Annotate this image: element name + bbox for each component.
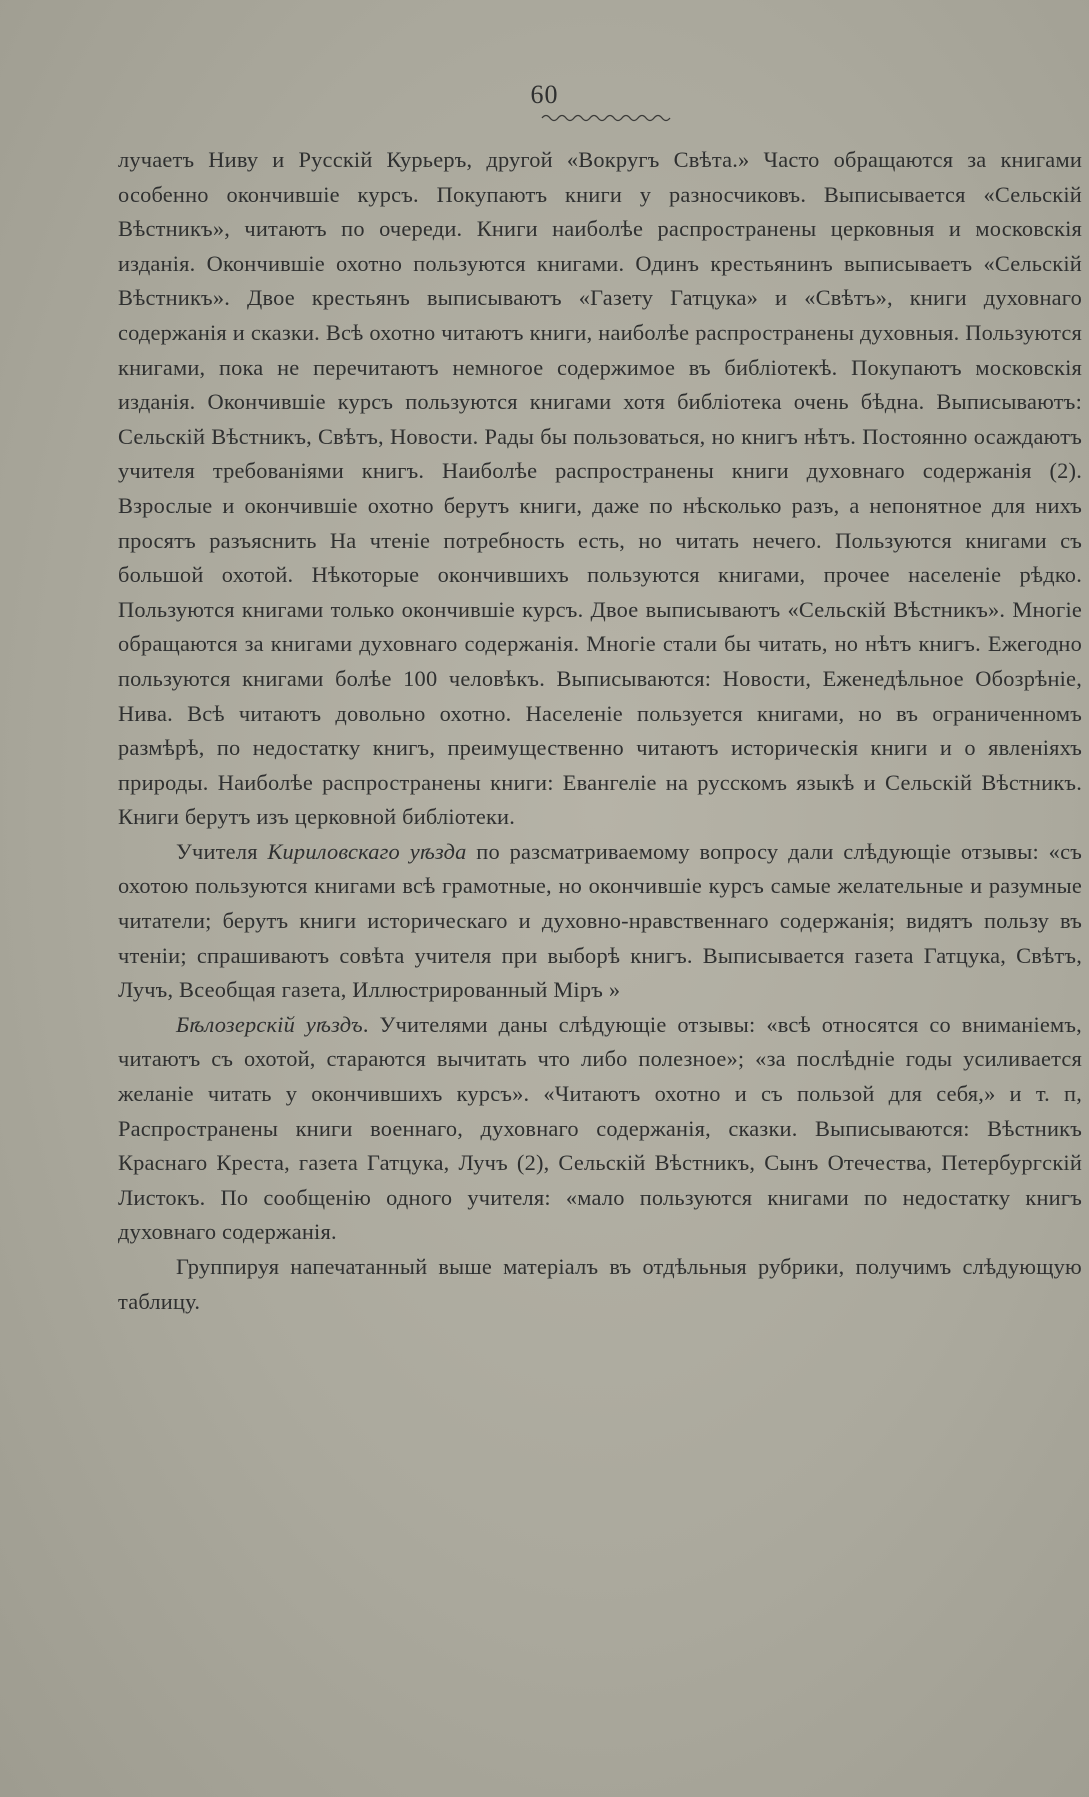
page-number: 60 xyxy=(530,80,559,109)
italic-segment: Бѣлозерскій уѣздъ xyxy=(176,1011,363,1037)
text-segment: по разсматриваемому вопросу дали слѣдующіе отзывы: «съ охотою пользуются книгами всѣ грамотные, но окончившіе курсъ самые желательные и разумные читатели; берутъ книги историческаго и духовно-нравственнаго содержанія; видятъ пользу въ чтеніи; спрашиваютъ совѣта учителя при выборѣ книгъ. Выписывается газета Гатцука, Свѣтъ, Лучъ, Всеобщая газета, Иллюстрированный Міръ » xyxy=(118,838,1082,1003)
text-segment: Группируя напечатанный выше матеріалъ въ отдѣльныя рубрики, получимъ слѣдующую таблицу. xyxy=(118,1254,1082,1314)
paragraph-p2 xyxy=(118,835,1082,1008)
paragraph-p3 xyxy=(118,1008,1082,1250)
body-text xyxy=(118,143,1082,1319)
wavy-ornament xyxy=(540,112,675,124)
text-segment: Учителя xyxy=(176,838,268,864)
italic-segment: Кириловскаго уѣзда xyxy=(267,838,467,864)
paragraph-p1 xyxy=(118,143,1082,835)
text-segment: лучаетъ Ниву и Русскій Курьеръ, другой «Вокругъ Свѣта.» Часто обращаются за книгами особенно окончившіе курсъ. Покупаютъ книги у разносчиковъ. Выписывается «Сельскій Вѣстникъ», читаютъ по очереди. Книги наиболѣе распространены церковныя и московскія изданія. Окончившіе охотно пользуются книгами. Одинъ крестьянинъ выписываетъ «Сельскій Вѣстникъ». Двое крестьянъ выписываютъ «Газету Гатцука» и «Свѣтъ», книги духовнаго содержанія и сказки. Всѣ охотно читаютъ книги, наиболѣе распространены духовныя. Пользуются книгами, пока не перечитаютъ немногое содержимое въ библіотекѣ. Покупаютъ московскія изданія. Окончившіе курсъ пользуются книгами хотя библіотека очень бѣдна. Выписываютъ: Сельскій Вѣстникъ, Свѣтъ, Новости. Рады бы пользоваться, но книгъ нѣтъ. Постоянно осаждаютъ учителя требованіями книгъ. Наиболѣе распространены книги духовнаго содержанія (2). Взрослые и окончившіе охотно берутъ книги, даже по нѣсколько разъ, а непонятное для нихъ просятъ разъяснить На чтеніе потребность есть, но читать нечего. Пользуются книгами съ большой охотой. Нѣкоторые окончившихъ пользуются книгами, прочее населеніе рѣдко. Пользуются книгами только окончившіе курсъ. Двое выписываютъ «Сельскій Вѣстникъ». Многіе обращаются за книгами духовнаго содержанія. Многіе стали бы читать, но нѣтъ книгъ. Ежегодно пользуются книгами болѣе 100 человѣкъ. Выписываются: Новости, Еженедѣльное Обозрѣніе, Нива. Всѣ читаютъ довольно охотно. Населеніе пользуется книгами, но въ ограниченномъ размѣрѣ, по недостатку книгъ, преимущественно читаютъ историческія книги и о явленіяхъ природы. Наиболѣе распространены книги: Евангеліе на русскомъ языкѣ и Сельскій Вѣстникъ. Книги берутъ изъ церковной библіотеки. xyxy=(118,147,1082,830)
paragraph-p4 xyxy=(118,1250,1082,1319)
text-segment: . Учителями даны слѣдующіе отзывы: «всѣ относятся со вниманіемъ, читаютъ съ охотой, стараются вычитать что либо полезное»; «за послѣдніе годы усиливается желаніе читать у окончившихъ курсъ». «Читаютъ охотно и съ пользой для себя,» и т. п, Распространены книги военнаго, духовнаго содержанія, сказки. Выписываются: Вѣстникъ Краснаго Креста, газета Гатцука, Лучъ (2), Сельскій Вѣстникъ, Сынъ Отечества, Петербургскій Листокъ. По сообщенію одного учителя: «мало пользуются книгами по недостатку книгъ духовнаго содержанія. xyxy=(118,1011,1082,1245)
